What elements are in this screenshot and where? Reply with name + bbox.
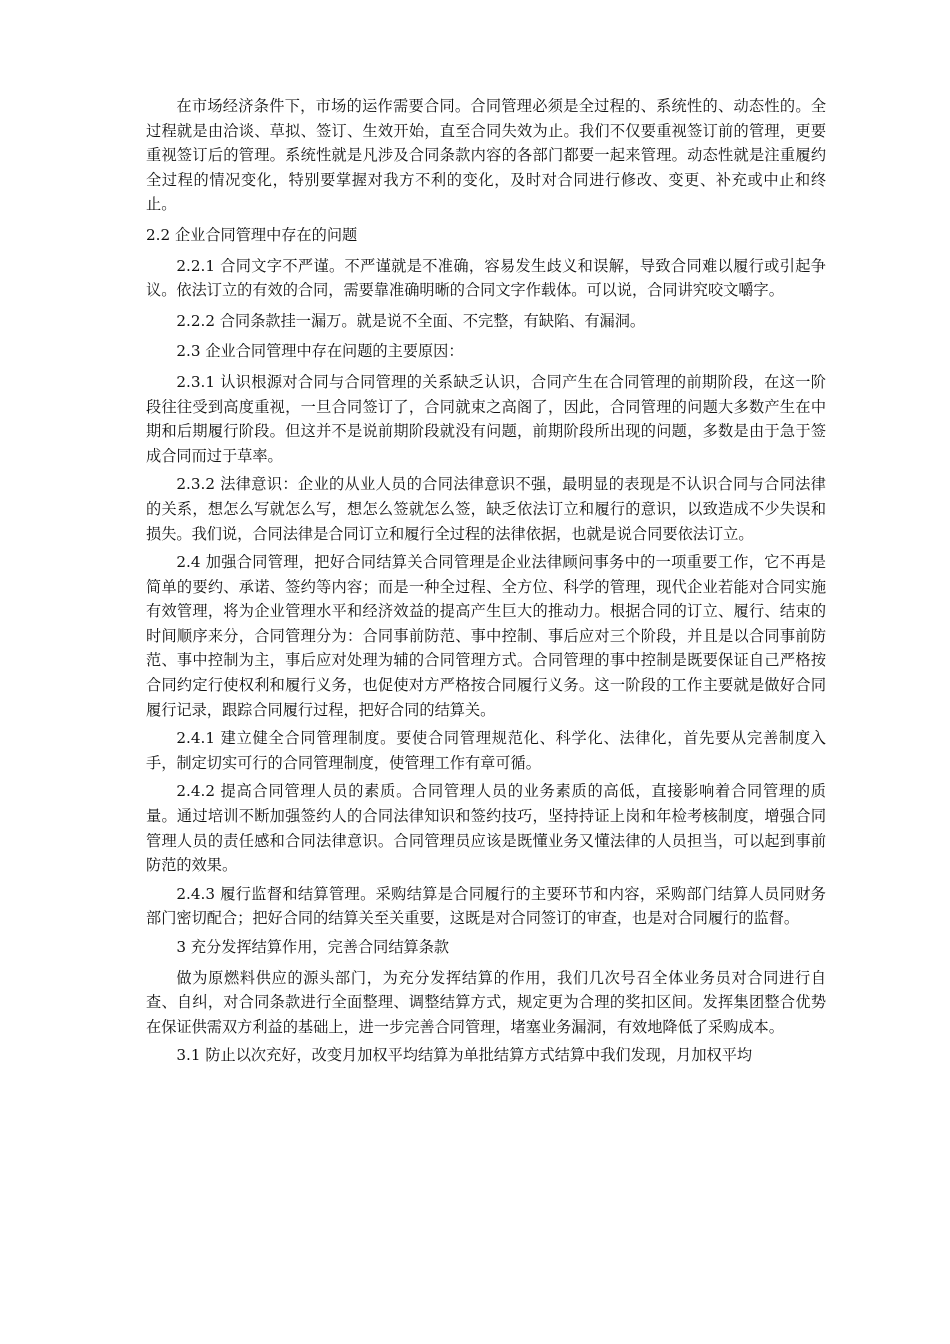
paragraph-2-3-2: 2.3.2 法律意识：企业的从业人员的合同法律意识不强，最明显的表现是不认识合同与合同法律的关系，想怎么写就怎么写，想怎么签就怎么签，缺乏依法订立和履行的意识，以致造成不少失误和损失。我们说，合同法律是合同订立和履行全过程的法律依据，也就是说合同要依法订立。 xyxy=(146,475,826,543)
paragraph-2-2-2: 2.2.2 合同条款挂一漏万。就是说不全面、不完整，有缺陷、有漏洞。 xyxy=(176,311,646,330)
paragraph-3-intro: 做为原燃料供应的源头部门，为充分发挥结算的作用，我们几次号召全体业务员对合同进行自查、自纠，对合同条款进行全面整理、调整结算方式，规定更为合理的奖扣区间。发挥集团整合优势在保证供需双方利益的基础上，进一步完善合同管理，堵塞业务漏洞，有效地降低了采购成本。 xyxy=(146,968,826,1036)
section-heading-3: 3 充分发挥结算作用，完善合同结算条款 xyxy=(176,938,450,956)
paragraph-3-1: 3.1 防止以次充好，改变月加权平均结算为单批结算方式结算中我们发现，月加权平均 xyxy=(176,1046,753,1065)
section-heading-2-3: 2.3 企业合同管理中存在问题的主要原因： xyxy=(176,342,464,361)
document-page xyxy=(146,94,826,1072)
paragraph-2-3-1: 2.3.1 认识根源对合同与合同管理的关系缺乏认识，合同产生在合同管理的前期阶段，在这一阶段往往受到高度重视，一旦合同签订了，合同就束之高阁了，因此，合同管理的问题大多数产生在中期和后期履行阶段。但这并不是说前期阶段就没有问题，前期阶段所出现的问题，多数是由于急于签成合同而过于草率。 xyxy=(146,372,826,465)
paragraph-2-4-2: 2.4.2 提高合同管理人员的素质。合同管理人员的业务素质的高低，直接影响着合同管理的质量。通过培训不断加强签约人的合同法律知识和签约技巧，坚持持证上岗和年检考核制度，增强合同管理人员的责任感和合同法律意识。合同管理员应该是既懂业务又懂法律的人员担当，可以起到事前防范的效果。 xyxy=(146,782,826,875)
paragraph-2-4-1: 2.4.1 建立健全合同管理制度。要使合同管理规范化、科学化、法律化，首先要从完善制度入手，制定切实可行的合同管理制度，使管理工作有章可循。 xyxy=(146,729,826,772)
paragraph-2-2-1: 2.2.1 合同文字不严谨。不严谨就是不准确，容易发生歧义和误解，导致合同难以履行或引起争议。依法订立的有效的合同，需要靠准确明晰的合同文字作载体。可以说，合同讲究咬文嚼字。 xyxy=(146,256,826,300)
paragraph-2-4: 2.4 加强合同管理，把好合同结算关合同管理是企业法律顾问事务中的一项重要工作，它不再是简单的要约、承诺、签约等内容；而是一种全过程、全方位、科学的管理，现代企业若能对合同实施有效管理，将为企业管理水平和经济效益的提高产生巨大的推动力。根据合同的订立、履行、结束的时间顺序来分，合同管理分为：合同事前防范、事中控制、事后应对三个阶段，并且是以合同事前防范、事中控制为主，事后应对处理为辅的合同管理方式。合同管理的事中控制是既要保证自己严格按合同约定行使权利和履行义务，也促使对方严格按合同履行义务。这一阶段的工作主要就是做好合同履行记录，跟踪合同履行过程，把好合同的结算关。 xyxy=(146,553,826,719)
paragraph-2-4-3: 2.4.3 履行监督和结算管理。采购结算是合同履行的主要环节和内容，采购部门结算人员同财务部门密切配合；把好合同的结算关至关重要，这既是对合同签订的审查，也是对合同履行的监督。 xyxy=(146,884,826,928)
paragraph-intro: 在市场经济条件下，市场的运作需要合同。合同管理必须是全过程的、系统性的、动态性的。全过程就是由洽谈、草拟、签订、生效开始，直至合同失效为止。我们不仅要重视签订前的管理，更要重视签订后的管理。系统性就是凡涉及合同条款内容的各部门都要一起来管理。动态性就是注重履约全过程的情况变化，特别要掌握对我方不利的变化，及时对合同进行修改、变更、补充或中止和终止。 xyxy=(146,97,826,214)
section-heading-2-2: 2.2 企业合同管理中存在的问题 xyxy=(146,225,358,244)
